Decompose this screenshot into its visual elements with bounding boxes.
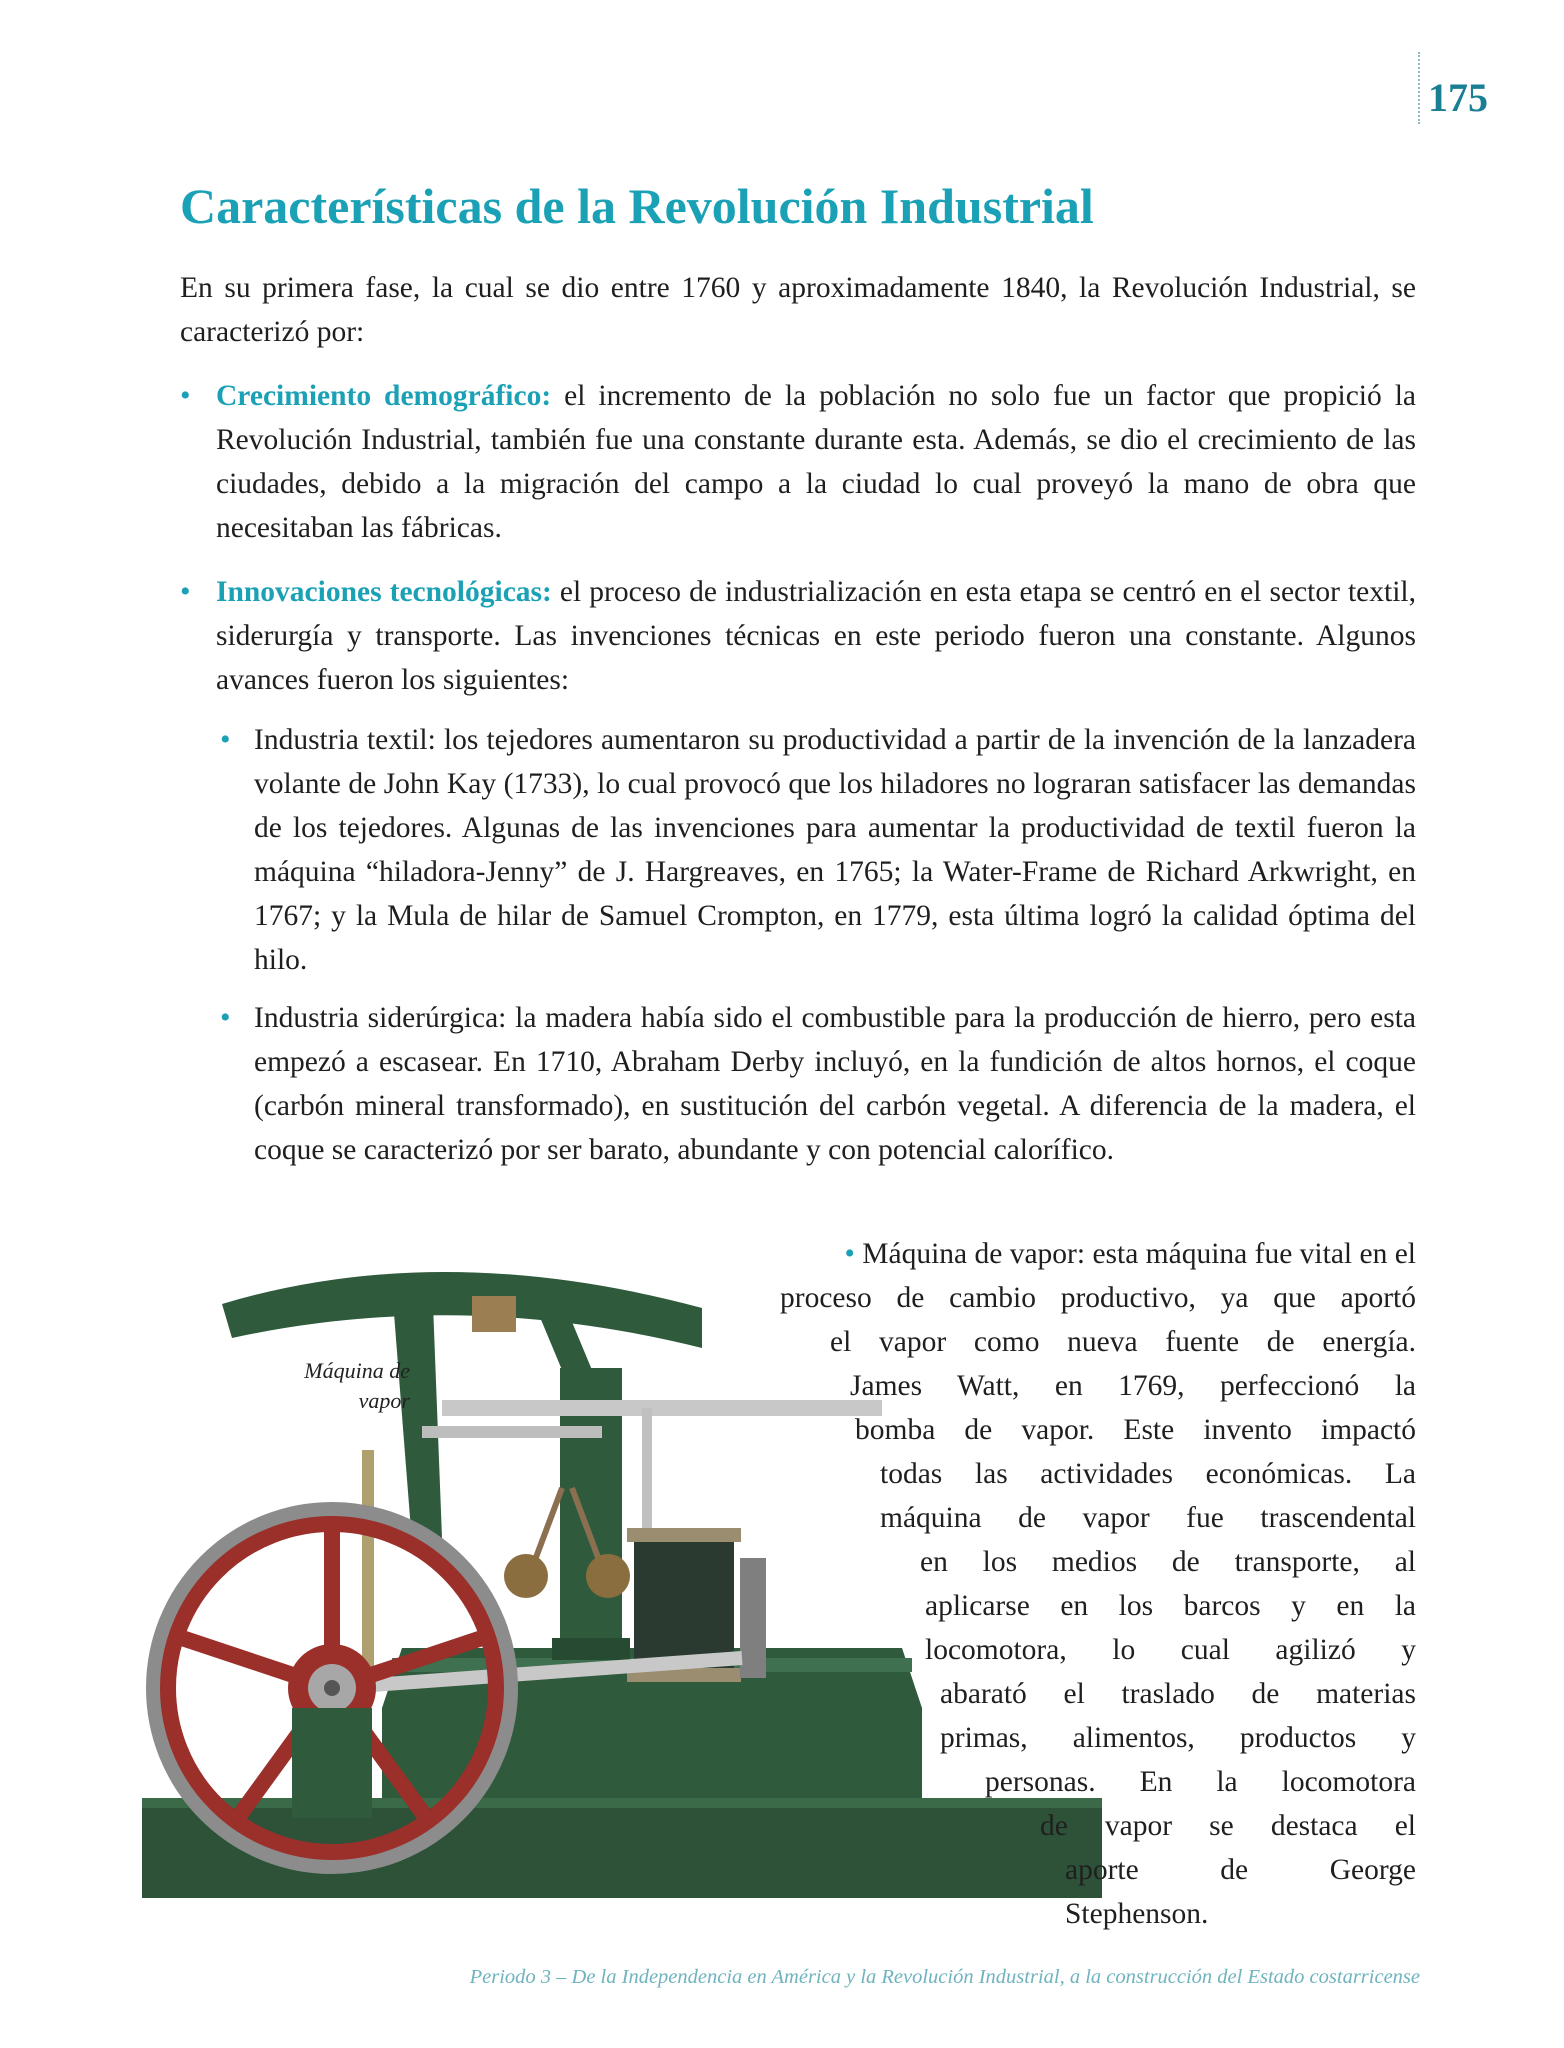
sub-bullet-textile bbox=[220, 718, 1416, 982]
bullet-dot-icon: • bbox=[180, 379, 191, 412]
steam-line: de vapor se destaca el bbox=[1040, 1810, 1416, 1842]
page-number-divider bbox=[1418, 52, 1420, 124]
steam-line: en los medios de transporte, al bbox=[920, 1546, 1416, 1578]
steam-line: el vapor como nueva fuente de energía. bbox=[830, 1326, 1416, 1358]
steam-line: bomba de vapor. Este invento impactó bbox=[855, 1414, 1416, 1446]
bullet-dot-icon: • bbox=[180, 575, 191, 608]
sub-bullet-text: Industria textil: los tejedores aumentaron su productividad a partir de la invención de la lanzadera volante de John Kay (1733), lo cual provocó que los hiladores no lograran satisfacer las demandas de los tejedores. Algunas de las invenciones para aumentar la productividad de textil fueron la máquina “hiladora-Jenny” de J. Hargreaves, en 1765; la Water-Frame de Richard Arkwright, en 1767; y la Mula de hilar de Samuel Crompton, en 1779, esta última logró la calidad óptima del hilo. bbox=[254, 724, 1416, 976]
bullet-term: Innovaciones tecnológicas: bbox=[216, 576, 552, 608]
bullet-demographic-growth bbox=[180, 374, 1416, 550]
steam-line: proceso de cambio productivo, ya que aportó bbox=[780, 1282, 1416, 1314]
steam-line: todas las actividades económicas. La bbox=[880, 1458, 1416, 1490]
bullet-tech-innovations bbox=[180, 570, 1416, 702]
sub-bullet-steel bbox=[220, 996, 1416, 1172]
bullet-term: Crecimiento demográfico: bbox=[216, 380, 552, 412]
steam-engine-paragraph bbox=[600, 1232, 1416, 1936]
steam-line: personas. En la locomotora bbox=[985, 1766, 1416, 1798]
sub-bullet-dot-icon: • bbox=[220, 723, 231, 756]
steam-line: locomotora, lo cual agilizó y bbox=[925, 1634, 1416, 1666]
bullet-text: el proceso de industrialización en esta etapa se centró en el sector textil, siderurgía y transporte. Las invenciones técnicas en este periodo fueron una constante. Algunos avances fueron los siguientes: bbox=[216, 576, 1416, 696]
page-footer: Periodo 3 – De la Independencia en América y la Revolución Industrial, a la construcción del Estado costarricense bbox=[469, 1966, 1420, 1988]
steam-line: máquina de vapor fue trascendental bbox=[880, 1502, 1416, 1534]
bullet-text: el incremento de la población no solo fue un factor que propició la Revolución Industrial, también fue una constante durante esta. Además, se dio el crecimiento de las ciudades, debido a la migración del campo a la ciudad lo cual proveyó la mano de obra que necesitaban las fábricas. bbox=[216, 380, 1416, 544]
intro-paragraph: En su primera fase, la cual se dio entre 1760 y aproximadamente 1840, la Revolución Industrial, se caracterizó por: bbox=[180, 272, 1416, 348]
steam-line: aplicarse en los barcos y en la bbox=[925, 1590, 1416, 1622]
steam-line: • Máquina de vapor: esta máquina fue vital en el bbox=[844, 1238, 1416, 1270]
steam-line: Stephenson. bbox=[1065, 1898, 1209, 1930]
image-caption: Máquina de vapor bbox=[304, 1358, 410, 1413]
sub-bullet-dot-icon: • bbox=[220, 1001, 231, 1034]
steam-line: abarató el traslado de materias bbox=[940, 1678, 1416, 1710]
section-title: Características de la Revolución Industrial bbox=[180, 178, 1094, 234]
page-number: 175 bbox=[1428, 75, 1488, 120]
steam-line: aporte de George bbox=[1065, 1854, 1416, 1886]
steam-line: James Watt, en 1769, perfeccionó la bbox=[850, 1370, 1416, 1402]
sub-bullet-dot-icon: • bbox=[844, 1238, 863, 1270]
sub-bullet-text: Industria siderúrgica: la madera había sido el combustible para la producción de hierro, pero esta empezó a escasear. En 1710, Abraham Derby incluyó, en la fundición de altos hornos, el coque (carbón mineral transformado), en sustitución del carbón vegetal. A diferencia de la madera, el coque se caracterizó por ser barato, abundante y con potencial calorífico. bbox=[254, 1002, 1416, 1166]
steam-line: primas, alimentos, productos y bbox=[940, 1722, 1416, 1754]
